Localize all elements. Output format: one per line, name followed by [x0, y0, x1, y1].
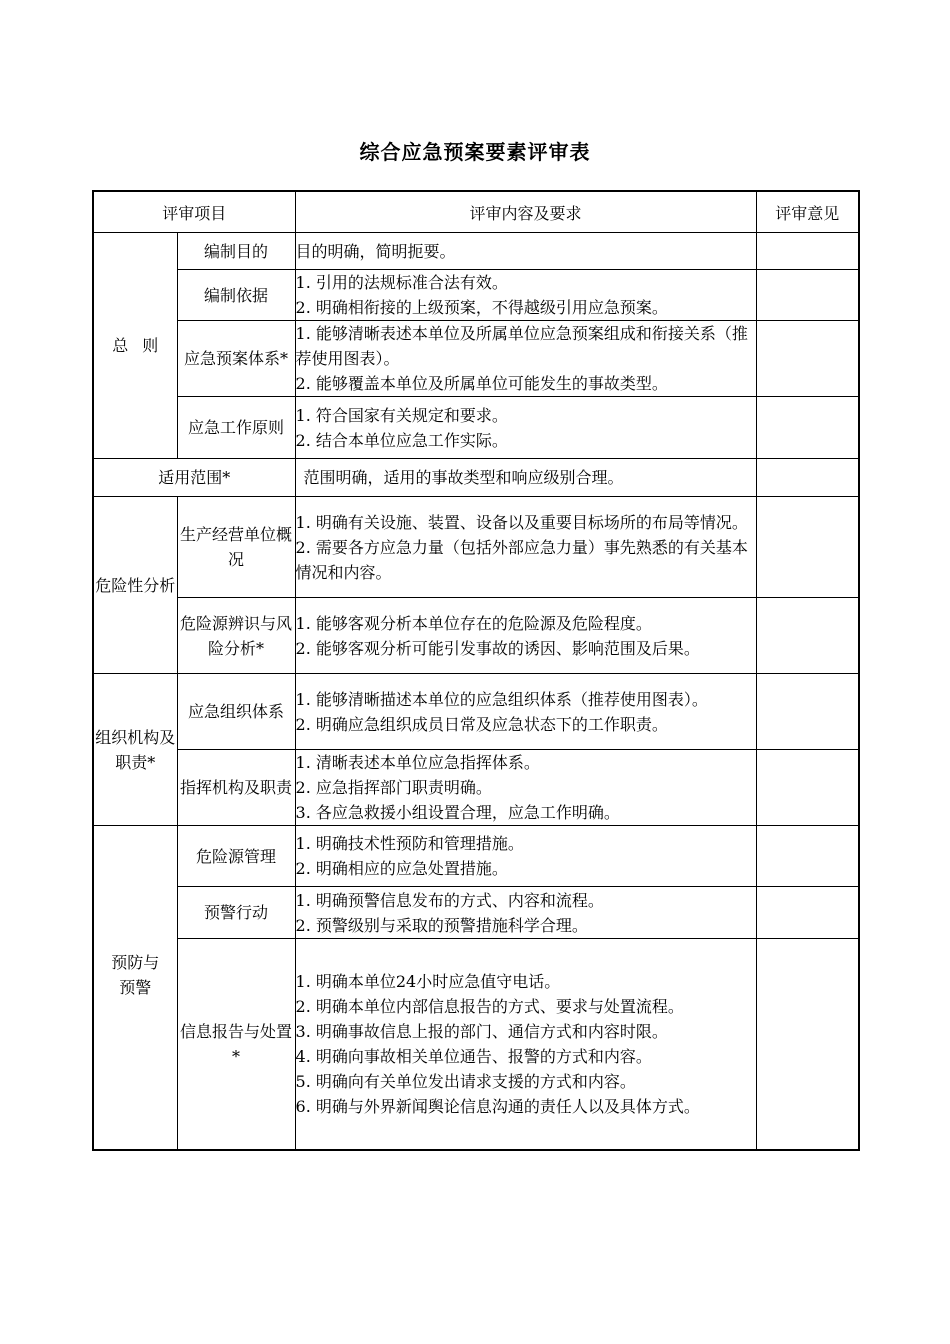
- sub-item: 编制目的: [177, 233, 295, 270]
- table-row: [93, 887, 859, 939]
- content-cell: [295, 939, 756, 1150]
- content-cell: [295, 321, 756, 397]
- sub-item: 编制依据: [177, 270, 295, 321]
- content-line: 3. 各应急救援小组设置合理，应急工作明确。: [295, 803, 620, 822]
- content-cell: [295, 750, 756, 826]
- content-line: 1. 能够客观分析本单位存在的危险源及危险程度。: [295, 613, 652, 633]
- header-item: 评审项目: [93, 191, 295, 233]
- content-line: 2. 应急指挥部门职责明确。: [295, 778, 492, 797]
- opinion-cell[interactable]: [756, 598, 859, 674]
- sub-item: 预警行动: [177, 887, 295, 939]
- content-line: 2. 能够客观分析可能引发事故的诱因、影响范围及后果。: [295, 638, 700, 658]
- content-cell: [295, 598, 756, 674]
- content-line: 1. 明确本单位24小时应急值守电话。: [295, 971, 561, 991]
- review-table: [92, 190, 860, 1151]
- content-line: 2. 明确本单位内部信息报告的方式、要求与处置流程。: [295, 996, 684, 1016]
- opinion-cell[interactable]: [756, 497, 859, 598]
- sub-item: 危险源管理: [177, 826, 295, 887]
- opinion-cell[interactable]: [756, 321, 859, 397]
- sub-item: 应急工作原则: [177, 397, 295, 459]
- table-row: [93, 233, 859, 270]
- opinion-cell[interactable]: [756, 459, 859, 497]
- sub-item: 指挥机构及职责: [177, 750, 295, 826]
- content-line: 1. 明确技术性预防和管理措施。: [295, 834, 524, 853]
- table-row: [93, 497, 859, 598]
- content-cell: [295, 887, 756, 939]
- header-content: 评审内容及要求: [295, 191, 756, 233]
- content-line: 1. 能够清晰描述本单位的应急组织体系（推荐使用图表）。: [295, 689, 708, 709]
- opinion-cell[interactable]: [756, 674, 859, 750]
- table-row: [93, 674, 859, 750]
- content-line: 3. 明确事故信息上报的部门、通信方式和内容时限。: [295, 1021, 668, 1041]
- content-line: 2. 结合本单位应急工作实际。: [295, 430, 508, 450]
- content-line: 2. 需要各方应急力量（包括外部应急力量）事先熟悉的有关基本情况和内容。: [295, 537, 748, 582]
- table-row: [93, 397, 859, 459]
- opinion-cell[interactable]: [756, 233, 859, 270]
- content-line: 2. 能够覆盖本单位及所属单位可能发生的事故类型。: [295, 374, 668, 393]
- content-cell: [295, 397, 756, 459]
- table-row: [93, 939, 859, 1150]
- content-cell: [295, 233, 756, 270]
- content-line: 范围明确，适用的事故类型和响应级别合理。: [303, 468, 624, 487]
- opinion-cell[interactable]: [756, 397, 859, 459]
- category-hazard: 危险性分析: [93, 497, 177, 674]
- table-row: [93, 321, 859, 397]
- table-header-row: [93, 191, 859, 233]
- content-line: 2. 预警级别与采取的预警措施科学合理。: [295, 915, 588, 935]
- content-line: 1. 能够清晰表述本单位及所属单位应急预案组成和衔接关系（推荐使用图表）。: [295, 324, 748, 368]
- content-line: 2. 明确应急组织成员日常及应急状态下的工作职责。: [295, 714, 668, 734]
- category-scope: 适用范围*: [93, 459, 295, 497]
- sub-item: 危险源辨识与风险分析*: [177, 598, 295, 674]
- table-row: [93, 459, 859, 497]
- content-cell: [295, 674, 756, 750]
- content-cell: [295, 459, 756, 497]
- sub-item: 信息报告与处置*: [177, 939, 295, 1150]
- content-line: 5. 明确向有关单位发出请求支援的方式和内容。: [295, 1071, 636, 1091]
- content-line: 2. 明确相应的应急处置措施。: [295, 859, 508, 878]
- opinion-cell[interactable]: [756, 270, 859, 321]
- opinion-cell[interactable]: [756, 939, 859, 1150]
- content-line: 4. 明确向事故相关单位通告、报警的方式和内容。: [295, 1046, 652, 1066]
- content-line: 目的明确，简明扼要。: [295, 241, 456, 261]
- content-line: 2. 明确相衔接的上级预案，不得越级引用应急预案。: [295, 298, 668, 317]
- sub-item: 生产经营单位概况: [177, 497, 295, 598]
- table-row: [93, 826, 859, 887]
- content-line: 1. 清晰表述本单位应急指挥体系。: [295, 753, 540, 772]
- header-opinion: 评审意见: [756, 191, 859, 233]
- category-prevention: 预防与预警: [93, 826, 177, 1150]
- table-row: [93, 598, 859, 674]
- table-row: [93, 270, 859, 321]
- sub-item: 应急组织体系: [177, 674, 295, 750]
- category-general: 总则: [93, 233, 177, 459]
- document-title: 综合应急预案要素评审表: [359, 140, 591, 164]
- sub-item: 应急预案体系*: [177, 321, 295, 397]
- table-row: [93, 750, 859, 826]
- opinion-cell[interactable]: [756, 887, 859, 939]
- content-line: 1. 引用的法规标准合法有效。: [295, 273, 508, 292]
- content-cell: [295, 497, 756, 598]
- content-line: 1. 明确预警信息发布的方式、内容和流程。: [295, 890, 604, 910]
- opinion-cell[interactable]: [756, 750, 859, 826]
- content-cell: [295, 270, 756, 321]
- category-organization: 组织机构及职责*: [93, 674, 177, 826]
- content-line: 6. 明确与外界新闻舆论信息沟通的责任人以及具体方式。: [295, 1096, 700, 1116]
- content-cell: [295, 826, 756, 887]
- content-line: 1. 符合国家有关规定和要求。: [295, 405, 508, 425]
- content-line: 1. 明确有关设施、装置、设备以及重要目标场所的布局等情况。: [295, 512, 748, 532]
- opinion-cell[interactable]: [756, 826, 859, 887]
